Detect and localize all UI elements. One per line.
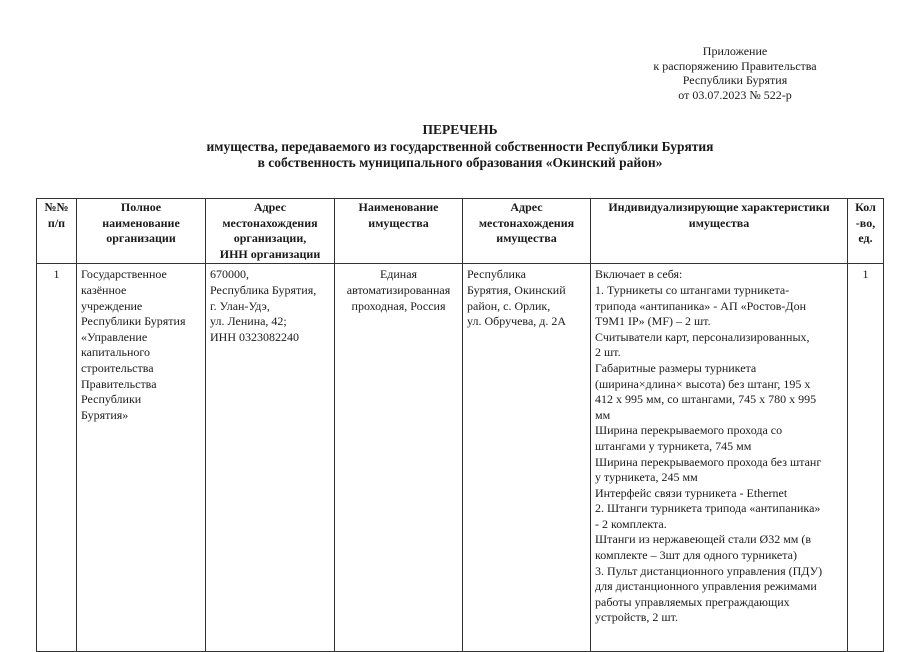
text-line: Штанги из нержавеющей стали Ø32 мм (в — [595, 532, 812, 547]
text-line: местонахождения — [222, 215, 318, 230]
text-line: ИНН организации — [219, 246, 321, 261]
text-line: Адрес — [510, 200, 543, 214]
text-line: учреждение — [81, 298, 143, 313]
text-line: автоматизированная — [346, 282, 451, 297]
text-line: 2. Штанги турникета трипода «антипаника» — [595, 501, 821, 516]
text-line: «Управление — [81, 329, 148, 344]
text-line: Т9М1 IP» (MF) – 2 шт. — [595, 314, 711, 329]
text-line: имущества — [496, 231, 557, 246]
quantity-cell: 1 — [848, 264, 884, 652]
text-line: комплекте – 3шт для одного турникета) — [595, 548, 797, 563]
text-line: капитального — [81, 345, 150, 360]
text-line: имущества — [368, 215, 429, 230]
organization-address-cell — [206, 264, 335, 652]
text-line: Республика Бурятия, — [210, 282, 317, 297]
header-number — [37, 199, 77, 264]
characteristics-cell — [591, 264, 848, 652]
text-line: Адрес — [253, 200, 287, 214]
text-line: штангами у турникета, 745 мм — [595, 438, 752, 453]
text-line: Ширина перекрываемого прохода без штанг — [595, 454, 822, 469]
text-line: район, с. Орлик, — [467, 298, 551, 313]
text-line: трипода «антипаника» - АП «Ростов-Дон — [595, 298, 806, 313]
organization-name-cell — [77, 264, 206, 652]
text-line: ул. Ленина, 42; — [210, 314, 287, 329]
text-line: Габаритные размеры турникета — [595, 360, 757, 375]
text-line: п/п — [47, 215, 66, 230]
text-line: Правительства — [81, 376, 157, 391]
text-line: 3. Пульт дистанционного управления (ПДУ) — [595, 563, 823, 578]
text-line: №№ — [44, 200, 69, 214]
text-line: у турникета, 245 мм — [595, 470, 698, 485]
document-heading — [130, 122, 790, 172]
text-line: Включает в себя: — [595, 267, 683, 282]
appendix-line: Приложение — [702, 44, 768, 58]
text-line: Наименование — [358, 200, 439, 214]
table-header-row — [37, 199, 884, 264]
appendix-block — [640, 44, 830, 102]
text-line: устройств, 2 шт. — [595, 610, 678, 625]
header-quantity — [848, 199, 884, 264]
appendix-line: Республики Бурятия — [682, 73, 788, 87]
text-line: - 2 комплекта. — [595, 516, 667, 531]
text-line: г. Улан-Удэ, — [210, 298, 270, 313]
appendix-line: к распоряжению Правительства — [653, 58, 817, 73]
text-line: Республики — [81, 392, 142, 407]
row-number: 1 — [37, 264, 77, 652]
text-line: Государственное — [81, 267, 167, 282]
header-organization-address — [206, 199, 335, 264]
text-line: 1. Турникеты со штангами турникета- — [595, 282, 790, 297]
text-line: мм — [595, 407, 611, 422]
text-line: -во, — [855, 215, 876, 230]
text-line: организации — [106, 231, 176, 246]
text-line: ул. Обручева, д. 2А — [467, 314, 567, 329]
text-line: Полное — [120, 200, 162, 214]
text-line: Бурятия» — [81, 407, 129, 422]
appendix-date-line: от 03.07.2023 № 522-р — [678, 87, 792, 102]
document-subtitle-line-2: в собственность муниципального образования «Окинский район» — [257, 155, 663, 170]
text-line: Единая — [379, 267, 418, 282]
text-line: Интерфейс связи турникета - Ethernet — [595, 485, 788, 500]
text-line: ед. — [858, 231, 873, 246]
text-line: Республики Бурятия — [81, 314, 186, 329]
header-characteristics — [591, 199, 848, 264]
property-list-table — [36, 198, 884, 652]
document-title: ПЕРЕЧЕНЬ — [422, 122, 498, 137]
text-line: местонахождения — [478, 215, 575, 230]
text-line: для дистанционного управления режимами — [595, 579, 817, 594]
table-row — [37, 264, 884, 652]
header-property-name — [335, 199, 463, 264]
text-line: (ширина×длина× высота) без штанг, 195 х — [595, 376, 811, 391]
property-name-cell — [335, 264, 463, 652]
text-line: Бурятия, Окинский — [467, 282, 566, 297]
document-subtitle-line-1: имущества, передаваемого из государственной собственности Республики Бурятия — [206, 138, 714, 154]
text-line: Считыватели карт, персонализированных, — [595, 329, 810, 344]
text-line: Кол — [855, 200, 876, 214]
header-property-address — [463, 199, 591, 264]
text-line: проходная, Россия — [351, 298, 446, 313]
property-address-cell — [463, 264, 591, 652]
text-line: ИНН 0323082240 — [210, 329, 299, 344]
text-line: 670000, — [210, 267, 249, 282]
text-line: Индивидуализирующие характеристики — [608, 200, 830, 214]
text-line: 2 шт. — [595, 345, 621, 360]
text-line: строительства — [81, 360, 154, 375]
text-line: организации, — [233, 231, 307, 246]
text-line: 412 х 995 мм, со штангами, 745 х 780 х 995 — [595, 392, 817, 407]
text-line: работы управляемых преграждающих — [595, 594, 790, 609]
text-line: имущества — [688, 215, 750, 230]
text-line: наименование — [102, 215, 180, 230]
text-line: казённое — [81, 282, 127, 297]
text-line: Республика — [467, 267, 526, 282]
header-organization-name — [77, 199, 206, 264]
text-line: Ширина перекрываемого прохода со — [595, 423, 783, 438]
